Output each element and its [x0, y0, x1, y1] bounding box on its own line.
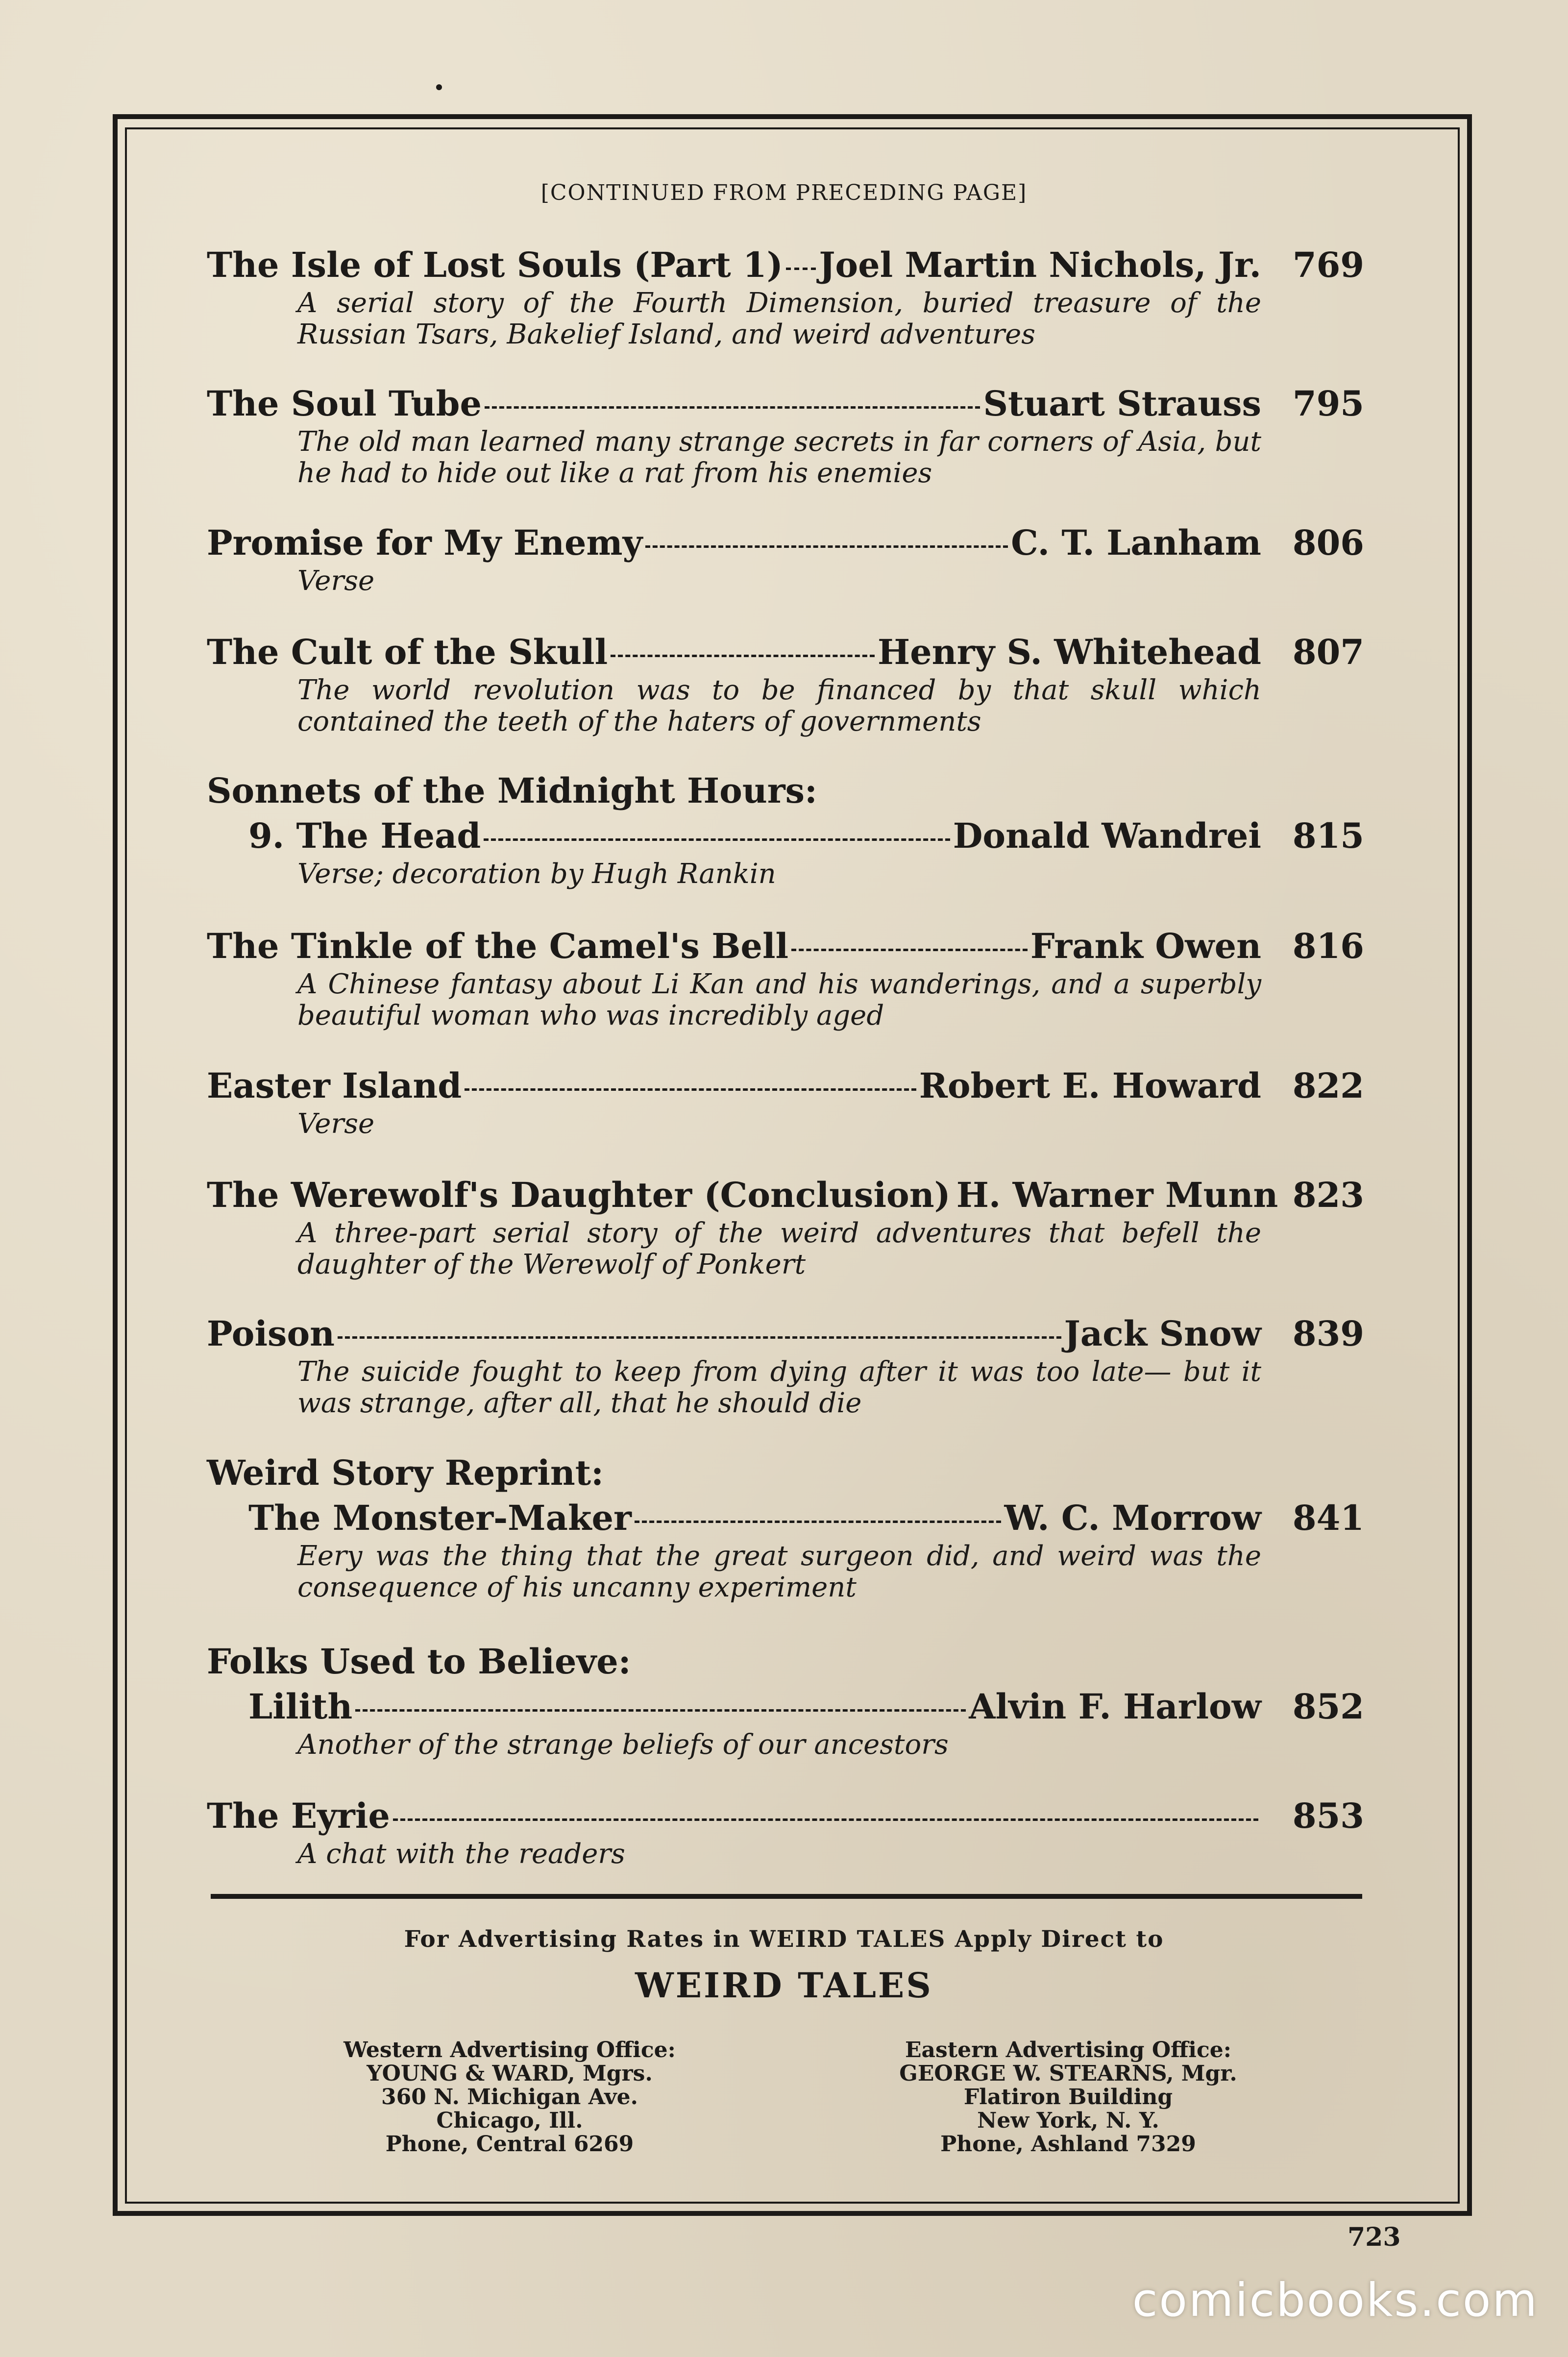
toc-entry-promise-for-my-enemy [207, 520, 1364, 597]
toc-entry-lilith [207, 1639, 1364, 1761]
western-office-line: YOUNG & WARD, Mgrs. [367, 2061, 653, 2086]
dot-leader [635, 1521, 1002, 1523]
entry-page: 822 [1292, 1065, 1364, 1106]
section-heading: Weird Story Reprint: [207, 1452, 604, 1493]
entry-page: 806 [1292, 522, 1364, 563]
entry-page: 839 [1292, 1313, 1364, 1354]
dot-leader [786, 268, 816, 270]
entry-page: 769 [1292, 245, 1364, 285]
entry-author: Robert E. Howard [919, 1065, 1261, 1106]
toc-entry-monster-maker [207, 1450, 1364, 1603]
dot-leader [465, 1088, 916, 1091]
entry-description: The old man learned many strange secrets in far corners of Asia, but he had to hide out like a rat from his enemies [297, 426, 1261, 489]
eastern-office-heading: Eastern Advertising Office: [905, 2038, 1232, 2062]
entry-description: The world revolution was to be financed by that skull which contained the teeth of the haters of governments [297, 674, 1261, 737]
dot-leader [485, 406, 980, 409]
entry-page: 816 [1292, 926, 1364, 966]
entry-description: Eery was the thing that the great surgeon did, and weird was the consequence of his uncanny experiment [297, 1540, 1261, 1603]
entry-title[interactable]: The Werewolf's Daughter (Conclusion) [207, 1175, 951, 1215]
entry-author: Henry S. Whitehead [878, 632, 1261, 672]
entry-author: H. Warner Munn [956, 1175, 1278, 1215]
entry-description: Verse [297, 565, 375, 597]
western-office-line: Phone, Central 6269 [385, 2132, 634, 2157]
entry-author: Alvin F. Harlow [969, 1686, 1261, 1727]
entry-author: Joel Martin Nichols, Jr. [819, 245, 1261, 285]
toc-entry-cult-of-the-skull [207, 630, 1364, 737]
entry-description: A Chinese fantasy about Li Kan and his wanderings, and a superbly beautiful woman who was incredibly aged [297, 968, 1261, 1031]
section-heading: Sonnets of the Midnight Hours: [207, 770, 817, 811]
entry-page: 852 [1292, 1686, 1364, 1727]
entry-page: 853 [1292, 1795, 1364, 1836]
entry-title[interactable]: The Cult of the Skull [207, 632, 608, 672]
entry-title[interactable]: The Soul Tube [207, 383, 482, 424]
continued-note: [CONTINUED FROM PRECEDING PAGE] [540, 180, 1028, 205]
toc-entry-the-head [207, 768, 1364, 890]
toc-entry-the-eyrie [207, 1793, 1364, 1870]
entry-page: 807 [1292, 632, 1364, 672]
entry-author: Frank Owen [1030, 926, 1261, 966]
toc-entry-isle-of-lost-souls [207, 243, 1364, 350]
entry-author: Jack Snow [1064, 1313, 1261, 1354]
dot-leader [645, 545, 1008, 548]
entry-description: Verse; decoration by Hugh Rankin [297, 858, 776, 890]
entry-title[interactable]: The Isle of Lost Souls (Part 1) [207, 245, 783, 285]
page-number: 723 [1348, 2222, 1401, 2252]
dot-leader [611, 655, 875, 657]
watermark: comicbooks.com [1132, 2274, 1539, 2327]
western-office-heading: Western Advertising Office: [343, 2038, 676, 2062]
entry-description: The suicide fought to keep from dying after it was too late— but it was strange, after all, that he should die [297, 1356, 1261, 1419]
entry-page: 795 [1292, 383, 1364, 424]
advertising-title: WEIRD TALES [635, 1965, 933, 2006]
toc-entry-tinkle-of-camels-bell [207, 924, 1364, 1031]
entry-title[interactable]: The Monster-Maker [248, 1498, 632, 1538]
entry-description: A serial story of the Fourth Dimension, buried treasure of the Russian Tsars, Bakelief Island, and weird adventures [297, 287, 1261, 350]
entry-page: 815 [1292, 815, 1364, 856]
toc-entry-werewolfs-daughter [207, 1173, 1364, 1280]
western-office-line: 360 N. Michigan Ave. [381, 2085, 638, 2110]
toc-entry-soul-tube [207, 381, 1364, 489]
entry-title[interactable]: Poison [207, 1313, 335, 1354]
entry-description: Another of the strange beliefs of our ancestors [297, 1729, 949, 1761]
entry-description: A chat with the readers [297, 1838, 625, 1870]
toc-entry-poison [207, 1311, 1364, 1419]
entry-title[interactable]: The Eyrie [207, 1795, 390, 1836]
eastern-office-block [823, 2038, 1313, 2156]
section-heading: Folks Used to Believe: [207, 1641, 631, 1682]
dot-leader [338, 1336, 1061, 1339]
entry-author: C. T. Lanham [1011, 522, 1261, 563]
entry-title[interactable]: The Tinkle of the Camel's Bell [207, 926, 789, 966]
toc-entry-easter-island [207, 1063, 1364, 1140]
western-office-block [265, 2038, 755, 2156]
entry-page: 823 [1292, 1175, 1364, 1215]
western-office-line: Chicago, Ill. [436, 2108, 583, 2133]
entry-description: Verse [297, 1108, 375, 1140]
dot-leader [791, 949, 1028, 951]
eastern-office-line: GEORGE W. STEARNS, Mgr. [899, 2061, 1237, 2086]
dot-leader [484, 838, 950, 841]
entry-title[interactable]: Easter Island [207, 1065, 462, 1106]
eastern-office-line: Flatiron Building [963, 2085, 1173, 2110]
advertising-intro: For Advertising Rates in WEIRD TALES Apply Direct to [404, 1926, 1164, 1953]
entry-page: 841 [1292, 1498, 1364, 1538]
dot-leader [393, 1818, 1258, 1821]
entry-title[interactable]: 9. The Head [248, 815, 481, 856]
dot-leader [355, 1709, 966, 1712]
entry-author: Donald Wandrei [953, 815, 1261, 856]
divider-rule [211, 1894, 1362, 1899]
entry-author: W. C. Morrow [1004, 1498, 1261, 1538]
entry-title[interactable]: Promise for My Enemy [207, 522, 643, 563]
eastern-office-line: Phone, Ashland 7329 [940, 2132, 1196, 2157]
entry-title[interactable]: Lilith [248, 1686, 353, 1727]
eastern-office-line: New York, N. Y. [977, 2108, 1159, 2133]
ink-speck [436, 84, 442, 90]
entry-description: A three-part serial story of the weird adventures that befell the daughter of the Werewolf of Ponkert [297, 1217, 1261, 1280]
entry-author: Stuart Strauss [983, 383, 1261, 424]
